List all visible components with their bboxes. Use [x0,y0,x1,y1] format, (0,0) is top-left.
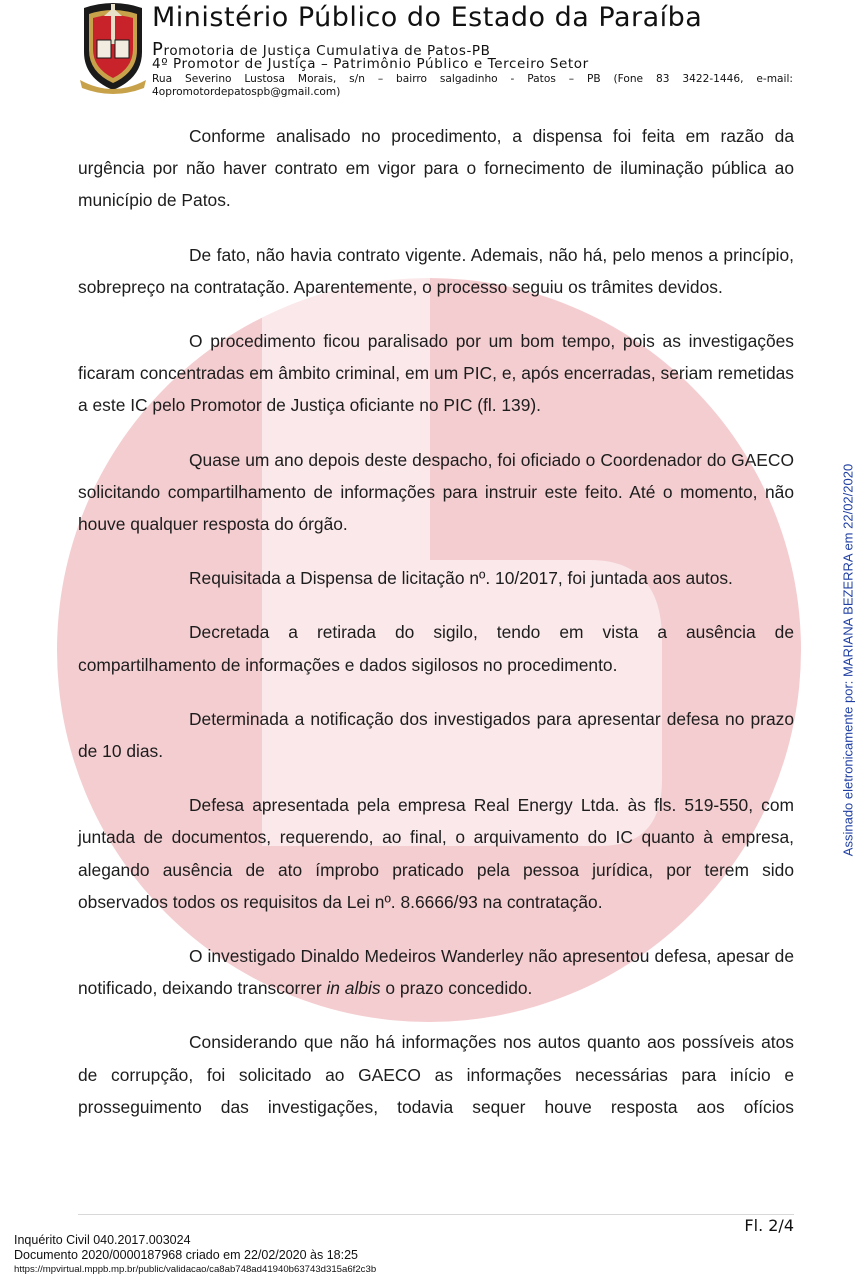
promotor-line: 4º Promotor de Justiça – Patrimônio Público e Terceiro Setor [152,56,589,72]
paragraph: Requisitada a Dispensa de licitação nº. 10/2017, foi juntada aos autos. [189,568,733,589]
org-title: Ministério Público do Estado da Paraíba [152,2,703,33]
email-line: 4opromotordepatospb@gmail.com) [152,86,341,98]
coat-of-arms-seal-icon [78,0,148,96]
footer-divider [78,1214,794,1215]
paragraph-text: o prazo concedido. [380,978,533,999]
italic-term: in albis [326,978,381,999]
paragraph-text: O investigado Dinaldo Medeiros Wanderley não apresentou defesa, apesar de notificado, deixando transcorrer [78,946,794,999]
document-id: Documento 2020/0000187968 criado em 22/02/2020 às 18:25 [14,1248,359,1262]
validation-url: https://mpvirtual.mppb.mp.br/public/validacao/ca8ab748ad41940b63743d315a6f2c3b [14,1264,377,1275]
paragraph: Decretada a retirada do sigilo, tendo em vista a ausência de compartilhamento de informações e dados sigilosos no procedimento. [78,622,794,675]
page-number: Fl. 2/4 [744,1216,794,1235]
document-body [78,120,794,1123]
address-line: Rua Severino Lustosa Morais, s/n – bairro salgadinho - Patos – PB (Fone 83 3422-1446, e-mail: [152,73,793,85]
promotoria-text: romotoria de Justiça Cumulativa de Patos-PB [163,43,491,59]
paragraph: Defesa apresentada pela empresa Real Energy Ltda. às fls. 519-550, com juntada de documentos, requerendo, ao final, o arquivamento do IC quanto à empresa, alegando ausência de ato ímprobo praticado pela pessoa jurídica, por terem sido observados todos os requisitos da Lei nº. 8.6666/93 na contratação. [78,795,794,912]
paragraph: De fato, não havia contrato vigente. Ademais, não há, pelo menos a princípio, sobrepreço na contratação. Aparentemente, o processo seguiu os trâmites devidos. [78,244,794,297]
inquerito-id: Inquérito Civil 040.2017.003024 [14,1233,191,1247]
paragraph: Conforme analisado no procedimento, a dispensa foi feita em razão da urgência por não haver contrato em vigor para o fornecimento de iluminação pública ao município de Patos. [78,126,794,211]
footer-info [14,1233,376,1276]
electronic-signature: Assinado eletronicamente por: MARIANA BEZERRA em 22/02/2020 [840,463,856,857]
paragraph: Considerando que não há informações nos autos quanto aos possíveis atos de corrupção, foi solicitado ao GAECO as informações necessárias para início e prosseguimento das investigações, todavia sequer houve resposta aos ofícios [78,1032,794,1117]
letterhead [78,0,798,100]
paragraph: O procedimento ficou paralisado por um bom tempo, pois as investigações ficaram concentradas em âmbito criminal, em um PIC, e, após encerradas, seriam remetidas a este IC pelo Promotor de Justiça oficiante no PIC (fl. 139). [78,331,794,416]
address-block [152,73,793,99]
paragraph: Determinada a notificação dos investigados para apresentar defesa no prazo de 10 dias. [78,708,794,762]
paragraph: Quase um ano depois deste despacho, foi oficiado o Coordenador do GAECO solicitando compartilhamento de informações para instruir este feito. Até o momento, não houve qualquer resposta do órgão. [78,449,794,535]
promotoria-initial: P [152,39,164,60]
paragraph [78,940,794,1004]
